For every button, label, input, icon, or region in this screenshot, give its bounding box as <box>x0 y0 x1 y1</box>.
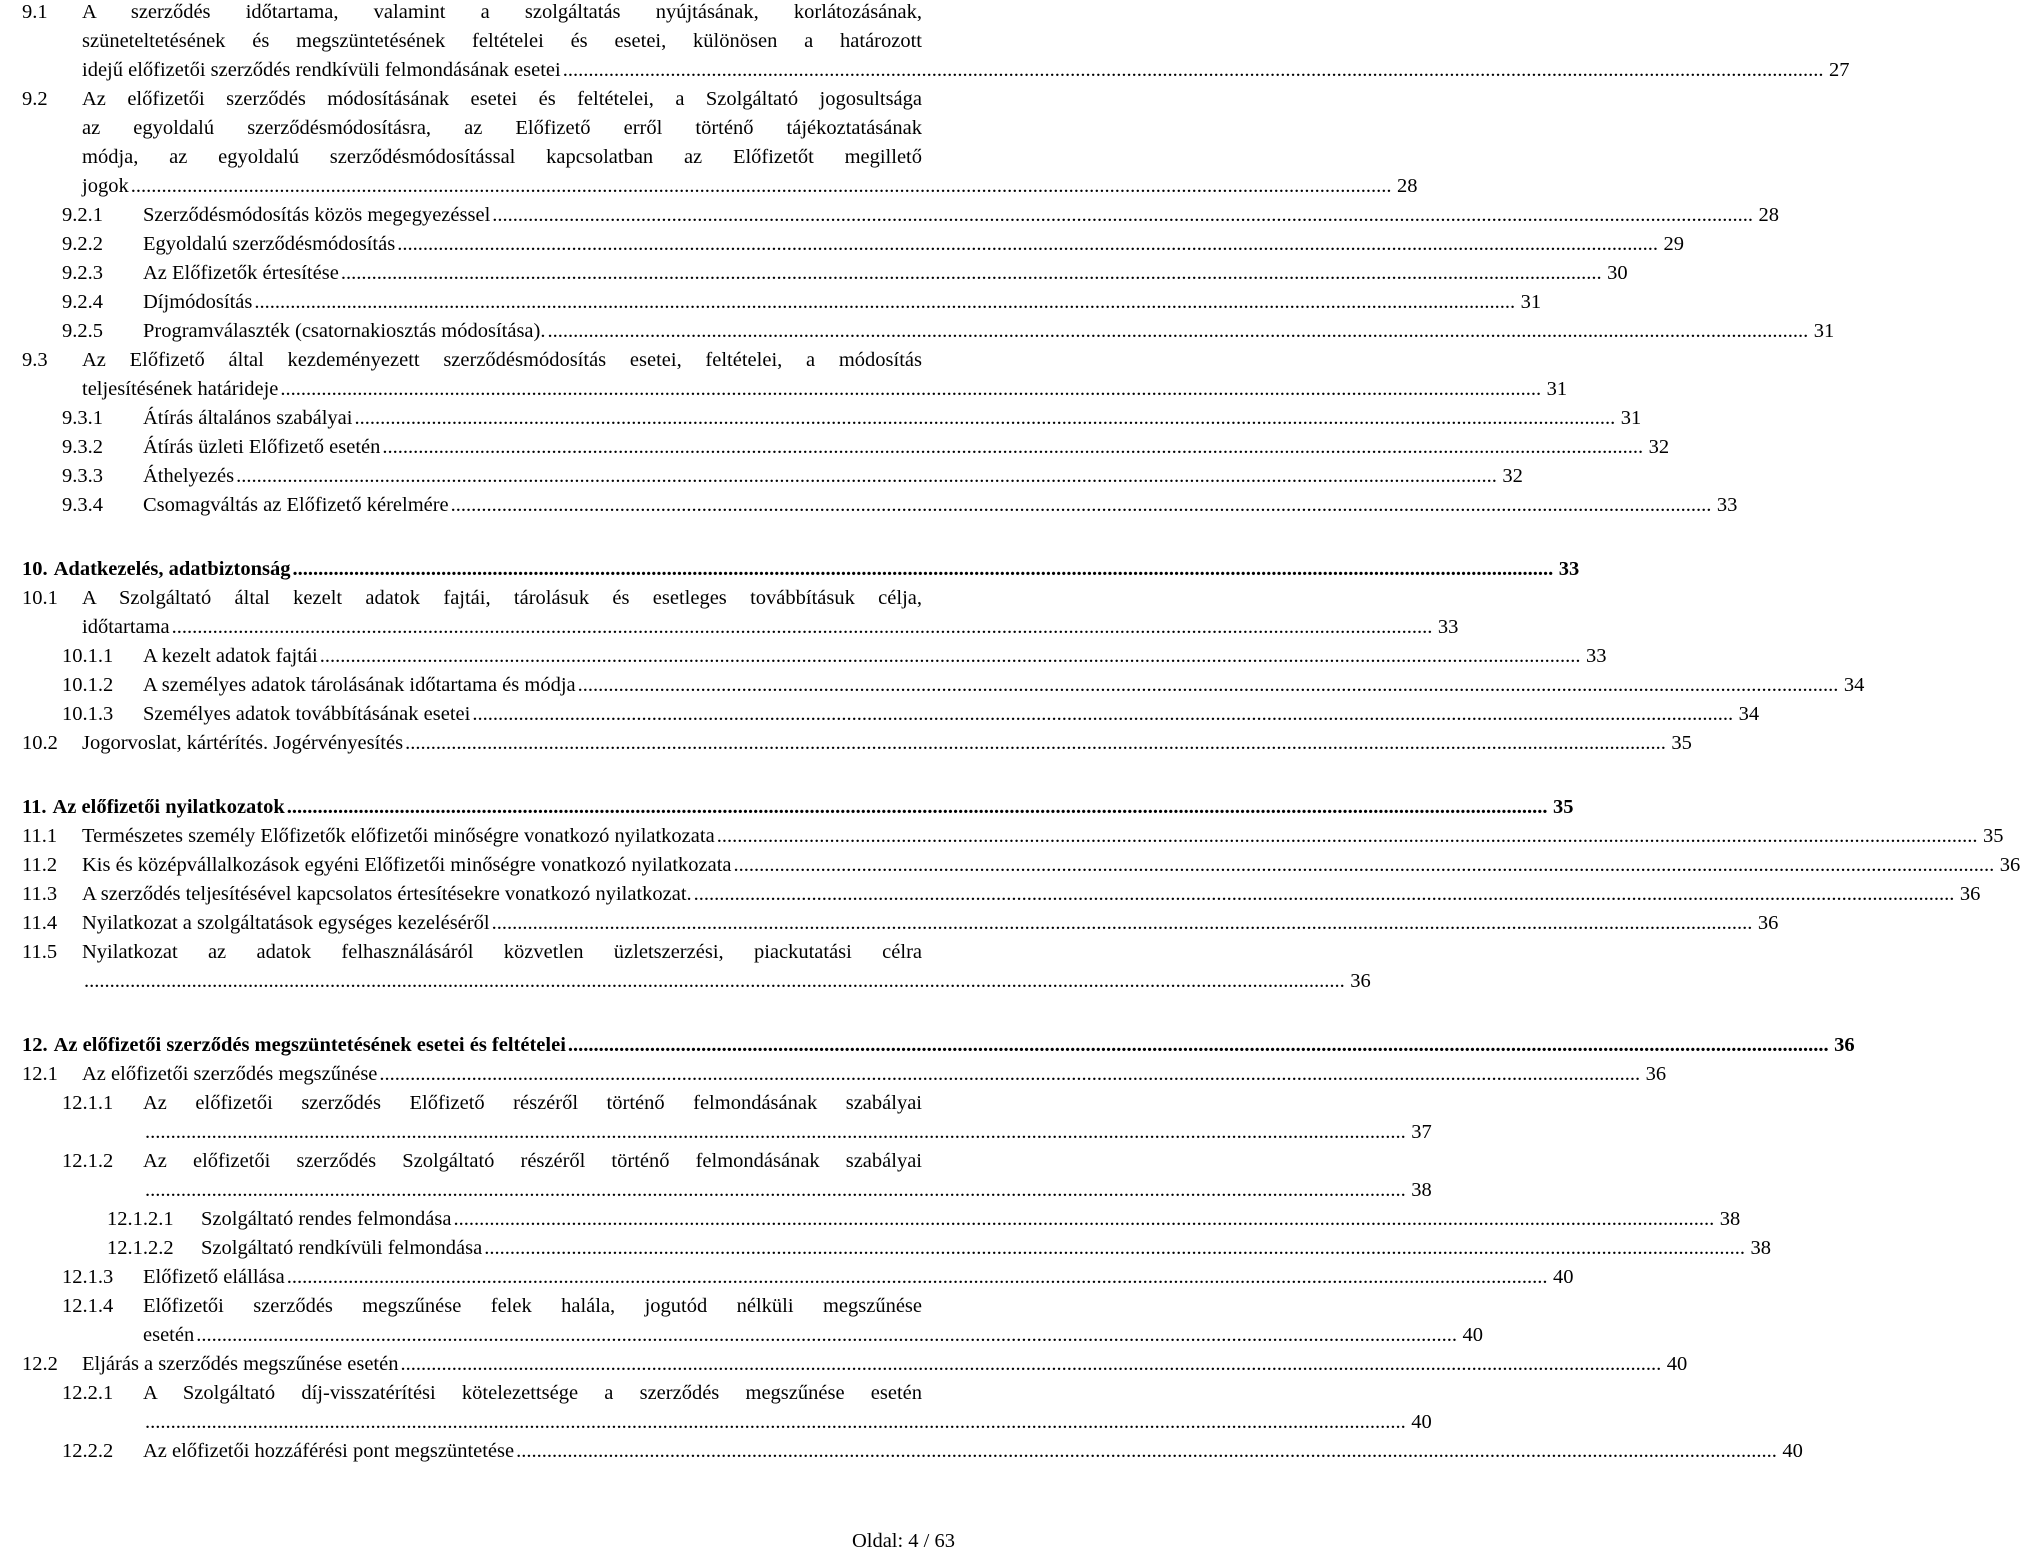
toc-entry-title: Nyilatkozat az adatok felhasználásáról közvetlen üzletszerzési, piackutatási célra <box>82 941 922 963</box>
toc-page-number: 40 <box>1411 1411 1432 1433</box>
toc-entry[interactable] <box>22 555 1580 584</box>
toc-dot-leader <box>145 1176 1406 1205</box>
toc-entry-title: az egyoldalú szerződésmódosításra, az Előfizető erről történő tájékoztatásának <box>82 117 922 139</box>
toc-entry[interactable] <box>22 1350 1688 1379</box>
toc-entry[interactable] <box>82 967 1371 996</box>
toc-entry[interactable] <box>82 27 922 56</box>
toc-entry[interactable] <box>62 491 1738 520</box>
toc-page-number: 40 <box>1552 1266 1574 1288</box>
toc-entry-title: Az előfizetői szerződés Előfizető részéről történő felmondásának szabályai <box>143 1092 922 1114</box>
toc-page-number: 31 <box>1520 291 1542 313</box>
toc-entry[interactable] <box>22 793 1574 822</box>
toc-entry[interactable] <box>82 613 1459 642</box>
toc-entry[interactable] <box>22 880 1981 909</box>
toc-dot-leader <box>131 172 1392 201</box>
toc-dot-leader <box>568 1031 1829 1060</box>
toc-entry-title: Átírás általános szabályai <box>143 407 353 429</box>
toc-entry[interactable] <box>143 1321 1483 1350</box>
toc-entry-number: 10.1.3 <box>62 703 114 725</box>
toc-dot-leader <box>400 1350 1661 1379</box>
toc-page-number: 34 <box>1738 703 1760 725</box>
toc-entry[interactable] <box>82 143 922 172</box>
toc-entry[interactable] <box>62 201 1780 230</box>
toc-entry-number: 10. <box>22 558 48 580</box>
toc-entry-title: Jogorvoslat, kártérítés. Jogérvényesítés <box>82 732 404 754</box>
toc-entry[interactable] <box>62 404 1642 433</box>
toc-entry[interactable] <box>22 584 922 613</box>
toc-dot-leader <box>354 404 1615 433</box>
toc-entry-number: 11. <box>22 796 47 818</box>
toc-page-number: 36 <box>1999 854 2020 876</box>
toc-page-number: 31 <box>1620 407 1642 429</box>
toc-dot-leader <box>734 851 1995 880</box>
toc-entry-title: Adatkezelés, adatbiztonság <box>53 558 291 580</box>
toc-dot-leader <box>382 433 1643 462</box>
toc-entry-title: Csomagváltás az Előfizető kérelmére <box>143 494 449 516</box>
toc-entry[interactable] <box>22 1031 1855 1060</box>
toc-entry[interactable] <box>22 851 2020 880</box>
toc-entry-title: Programválaszték (csatornakiosztás módosítása). <box>143 320 546 342</box>
toc-entry[interactable] <box>22 909 1779 938</box>
toc-page-number: 35 <box>1553 796 1574 818</box>
toc-entry[interactable] <box>62 1292 922 1321</box>
toc-entry-number: 9.2.2 <box>62 233 103 255</box>
toc-dot-leader <box>236 462 1497 491</box>
toc-dot-leader <box>547 317 1808 346</box>
toc-entry-title: Az előfizetői szerződés megszűnése <box>82 1063 378 1085</box>
toc-dot-leader <box>280 375 1541 404</box>
toc-entry-title: Szolgáltató rendes felmondása <box>201 1208 452 1230</box>
toc-dot-leader <box>492 909 1753 938</box>
toc-entry-number: 11.4 <box>22 912 58 934</box>
toc-entry[interactable] <box>107 1234 1771 1263</box>
toc-dot-leader <box>196 1321 1457 1350</box>
toc-entry-title: Nyilatkozat a szolgáltatások egységes kezeléséről <box>82 912 490 934</box>
toc-entry-title: Szolgáltató rendkívüli felmondása <box>201 1237 483 1259</box>
toc-entry-title: Az előfizetői hozzáférési pont megszüntetése <box>143 1440 515 1462</box>
toc-page-number: 36 <box>1834 1034 1855 1056</box>
toc-entry[interactable] <box>82 375 1568 404</box>
toc-entry-number: 9.1 <box>22 1 48 23</box>
toc-dot-leader <box>379 1060 1640 1089</box>
toc-entry-title: Az előfizetői nyilatkozatok <box>52 796 285 818</box>
toc-entry-number: 12.1.3 <box>62 1266 114 1288</box>
toc-entry-number: 9.2 <box>22 88 48 110</box>
toc-page-number: 36 <box>1757 912 1779 934</box>
toc-dot-leader <box>451 491 1712 520</box>
toc-dot-leader <box>578 671 1839 700</box>
toc-dot-leader <box>453 1205 1714 1234</box>
toc-page-number: 32 <box>1648 436 1670 458</box>
toc-entry-title: A szerződés teljesítésével kapcsolatos értesítésekre vonatkozó nyilatkozat. <box>82 883 692 905</box>
toc-dot-leader <box>397 230 1658 259</box>
toc-dot-leader <box>287 793 1548 822</box>
toc-entry-number: 12.1 <box>22 1063 58 1085</box>
toc-entry-title: Személyes adatok továbbításának esetei <box>143 703 471 725</box>
toc-entry[interactable] <box>62 317 1835 346</box>
toc-page-number: 33 <box>1437 616 1459 638</box>
toc-entry[interactable] <box>22 85 922 114</box>
toc-page-number: 28 <box>1758 204 1780 226</box>
toc-entry[interactable] <box>22 938 922 967</box>
toc-entry[interactable] <box>82 172 1418 201</box>
toc-entry-number: 9.3.4 <box>62 494 103 516</box>
toc-entry-number: 11.1 <box>22 825 58 847</box>
toc-dot-leader <box>405 729 1666 758</box>
toc-dot-leader <box>145 1408 1406 1437</box>
toc-entry[interactable] <box>62 1263 1574 1292</box>
toc-entry-number: 10.2 <box>22 732 58 754</box>
toc-entry-title: Az előfizetői szerződés módosításának esetei és feltételei, a Szolgáltató jogosultsága <box>82 88 922 110</box>
toc-entry-number: 11.5 <box>22 941 58 963</box>
toc-entry-number: 9.2.4 <box>62 291 103 313</box>
toc-dot-leader <box>287 1263 1548 1292</box>
toc-entry-title: A szerződés időtartama, valamint a szolgáltatás nyújtásának, korlátozásának, <box>82 1 922 23</box>
toc-entry[interactable] <box>22 1060 1667 1089</box>
toc-entry-title: szüneteltetésének és megszüntetésének feltételei és esetei, különösen a határozott <box>82 30 922 52</box>
toc-entry[interactable] <box>62 671 1865 700</box>
toc-page-number: 37 <box>1411 1121 1432 1143</box>
toc-entry-title: Díjmódosítás <box>143 291 253 313</box>
toc-entry-number: 12. <box>22 1034 48 1056</box>
toc-entry-title: Áthelyezés <box>143 465 235 487</box>
toc-entry[interactable] <box>22 729 1692 758</box>
toc-entry[interactable] <box>22 346 922 375</box>
toc-page-number: 30 <box>1607 262 1628 284</box>
toc-entry[interactable] <box>82 114 922 143</box>
toc-page-number: 33 <box>1586 645 1607 667</box>
toc-entry[interactable] <box>62 462 1523 491</box>
toc-entry-number: 11.2 <box>22 854 58 876</box>
toc-entry[interactable] <box>62 259 1628 288</box>
toc-page-number: 36 <box>1350 970 1371 992</box>
toc-page-number: 31 <box>1546 378 1568 400</box>
toc-page-number: 29 <box>1663 233 1684 255</box>
toc-dot-leader <box>320 642 1581 671</box>
toc-entry[interactable] <box>143 1176 1432 1205</box>
toc-entry-title: A Szolgáltató díj-visszatérítési kötelezettsége a szerződés megszűnése esetén <box>143 1382 922 1404</box>
toc-dot-leader <box>293 555 1554 584</box>
toc-entry-title: Előfizető elállása <box>143 1266 285 1288</box>
toc-page-number: 28 <box>1396 175 1418 197</box>
toc-dot-leader <box>341 259 1602 288</box>
toc-page-number: 33 <box>1558 558 1580 580</box>
toc-dot-leader <box>717 822 1978 851</box>
toc-entry[interactable] <box>107 1205 1741 1234</box>
toc-page-number: 40 <box>1782 1440 1803 1462</box>
toc-entry-number: 12.1.2.1 <box>107 1208 174 1230</box>
toc-page-number: 35 <box>1982 825 2004 847</box>
toc-page-number: 36 <box>1645 1063 1667 1085</box>
toc-entry[interactable] <box>143 1118 1432 1147</box>
toc-dot-leader <box>254 288 1515 317</box>
toc-entry[interactable] <box>82 56 1850 85</box>
toc-entry[interactable] <box>62 1089 922 1118</box>
toc-page-number: 35 <box>1671 732 1692 754</box>
toc-entry-title: esetén <box>143 1324 195 1346</box>
toc-entry-number: 9.3.3 <box>62 465 103 487</box>
toc-entry-number: 10.1 <box>22 587 58 609</box>
toc-entry-title: jogok <box>82 175 129 197</box>
toc-entry-number: 9.2.3 <box>62 262 103 284</box>
toc-page-number: 32 <box>1502 465 1523 487</box>
toc-entry-number: 10.1.1 <box>62 645 114 667</box>
toc-page-number: 34 <box>1843 674 1865 696</box>
toc-entry-number: 9.3 <box>22 349 48 371</box>
toc-entry-title: Egyoldalú szerződésmódosítás <box>143 233 396 255</box>
toc-entry-number: 9.3.2 <box>62 436 103 458</box>
toc-entry-number: 10.1.2 <box>62 674 114 696</box>
toc-entry-title: módja, az egyoldalú szerződésmódosítással kapcsolatban az Előfizetőt megillető <box>82 146 922 168</box>
toc-entry-title: Átírás üzleti Előfizető esetén <box>143 436 381 458</box>
toc-page-number: 27 <box>1828 59 1850 81</box>
toc-entry-title: A kezelt adatok fajtái <box>143 645 318 667</box>
toc-dot-leader <box>484 1234 1745 1263</box>
toc-entry[interactable] <box>62 288 1542 317</box>
toc-entry-title: Az előfizetői szerződés Szolgáltató részéről történő felmondásának szabályai <box>143 1150 922 1172</box>
toc-page-number: 40 <box>1666 1353 1688 1375</box>
toc-entry-title: Előfizetői szerződés megszűnése felek halála, jogutód nélküli megszűnése <box>143 1295 922 1317</box>
toc-entry-number: 12.2 <box>22 1353 58 1375</box>
page-footer: Oldal: 4 / 63 <box>851 1530 955 1552</box>
toc-entry-title: Az Előfizető által kezdeményezett szerződésmódosítás esetei, feltételei, a módosítás <box>82 349 922 371</box>
toc-dot-leader <box>563 56 1824 85</box>
toc-entry[interactable] <box>62 1379 922 1408</box>
toc-entry-title: A Szolgáltató által kezelt adatok fajtái, tárolásuk és esetleges továbbításuk célja, <box>82 587 922 609</box>
toc-page-number: 36 <box>1959 883 1981 905</box>
toc-entry-number: 12.1.2 <box>62 1150 114 1172</box>
toc-entry-title: Az Előfizetők értesítése <box>143 262 339 284</box>
toc-page-number: 38 <box>1411 1179 1432 1201</box>
toc-entry[interactable] <box>143 1408 1432 1437</box>
toc-entry-number: 12.1.4 <box>62 1295 114 1317</box>
toc-dot-leader <box>492 201 1753 230</box>
toc-entry-title: teljesítésének határideje <box>82 378 279 400</box>
toc-entry[interactable] <box>62 642 1607 671</box>
toc-entry[interactable] <box>62 433 1670 462</box>
toc-entry[interactable] <box>62 700 1760 729</box>
toc-entry-title: időtartama <box>82 616 170 638</box>
toc-page-number: 33 <box>1716 494 1738 516</box>
toc-entry[interactable] <box>62 1437 1803 1466</box>
toc-entry-number: 12.1.1 <box>62 1092 114 1114</box>
toc-entry-title: idejű előfizetői szerződés rendkívüli felmondásának esetei <box>82 59 561 81</box>
toc-dot-leader <box>172 613 1433 642</box>
toc-entry[interactable] <box>22 0 922 27</box>
toc-entry[interactable] <box>62 230 1684 259</box>
toc-entry-title: Szerződésmódosítás közös megegyezéssel <box>143 204 491 226</box>
toc-entry-number: 12.2.2 <box>62 1440 114 1462</box>
toc-entry-number: 12.2.1 <box>62 1382 114 1404</box>
toc-dot-leader <box>694 880 1955 909</box>
toc-entry-number: 9.3.1 <box>62 407 103 429</box>
toc-page-number: 40 <box>1462 1324 1483 1346</box>
toc-entry-number: 12.1.2.2 <box>107 1237 174 1259</box>
toc-page-number: 38 <box>1719 1208 1741 1230</box>
toc-entry-number: 9.2.1 <box>62 204 103 226</box>
toc-entry-title: Természetes személy Előfizetők előfizetői minőségre vonatkozó nyilatkozata <box>82 825 715 847</box>
toc-page-number: 31 <box>1813 320 1835 342</box>
toc-entry-title: Eljárás a szerződés megszűnése esetén <box>82 1353 399 1375</box>
toc-entry-title: A személyes adatok tárolásának időtartama és módja <box>143 674 576 696</box>
toc-entry-number: 11.3 <box>22 883 58 905</box>
toc-dot-leader <box>472 700 1733 729</box>
toc-page-number: 38 <box>1750 1237 1771 1259</box>
toc-entry-number: 9.2.5 <box>62 320 103 342</box>
toc-entry[interactable] <box>62 1147 922 1176</box>
toc-entry-title: Kis és középvállalkozások egyéni Előfizetői minőségre vonatkozó nyilatkozata <box>82 854 732 876</box>
toc-dot-leader <box>84 967 1345 996</box>
toc-dot-leader <box>516 1437 1777 1466</box>
toc-entry-title: Az előfizetői szerződés megszüntetésének esetei és feltételei <box>53 1034 566 1056</box>
toc-entry[interactable] <box>22 822 2004 851</box>
toc-dot-leader <box>145 1118 1406 1147</box>
